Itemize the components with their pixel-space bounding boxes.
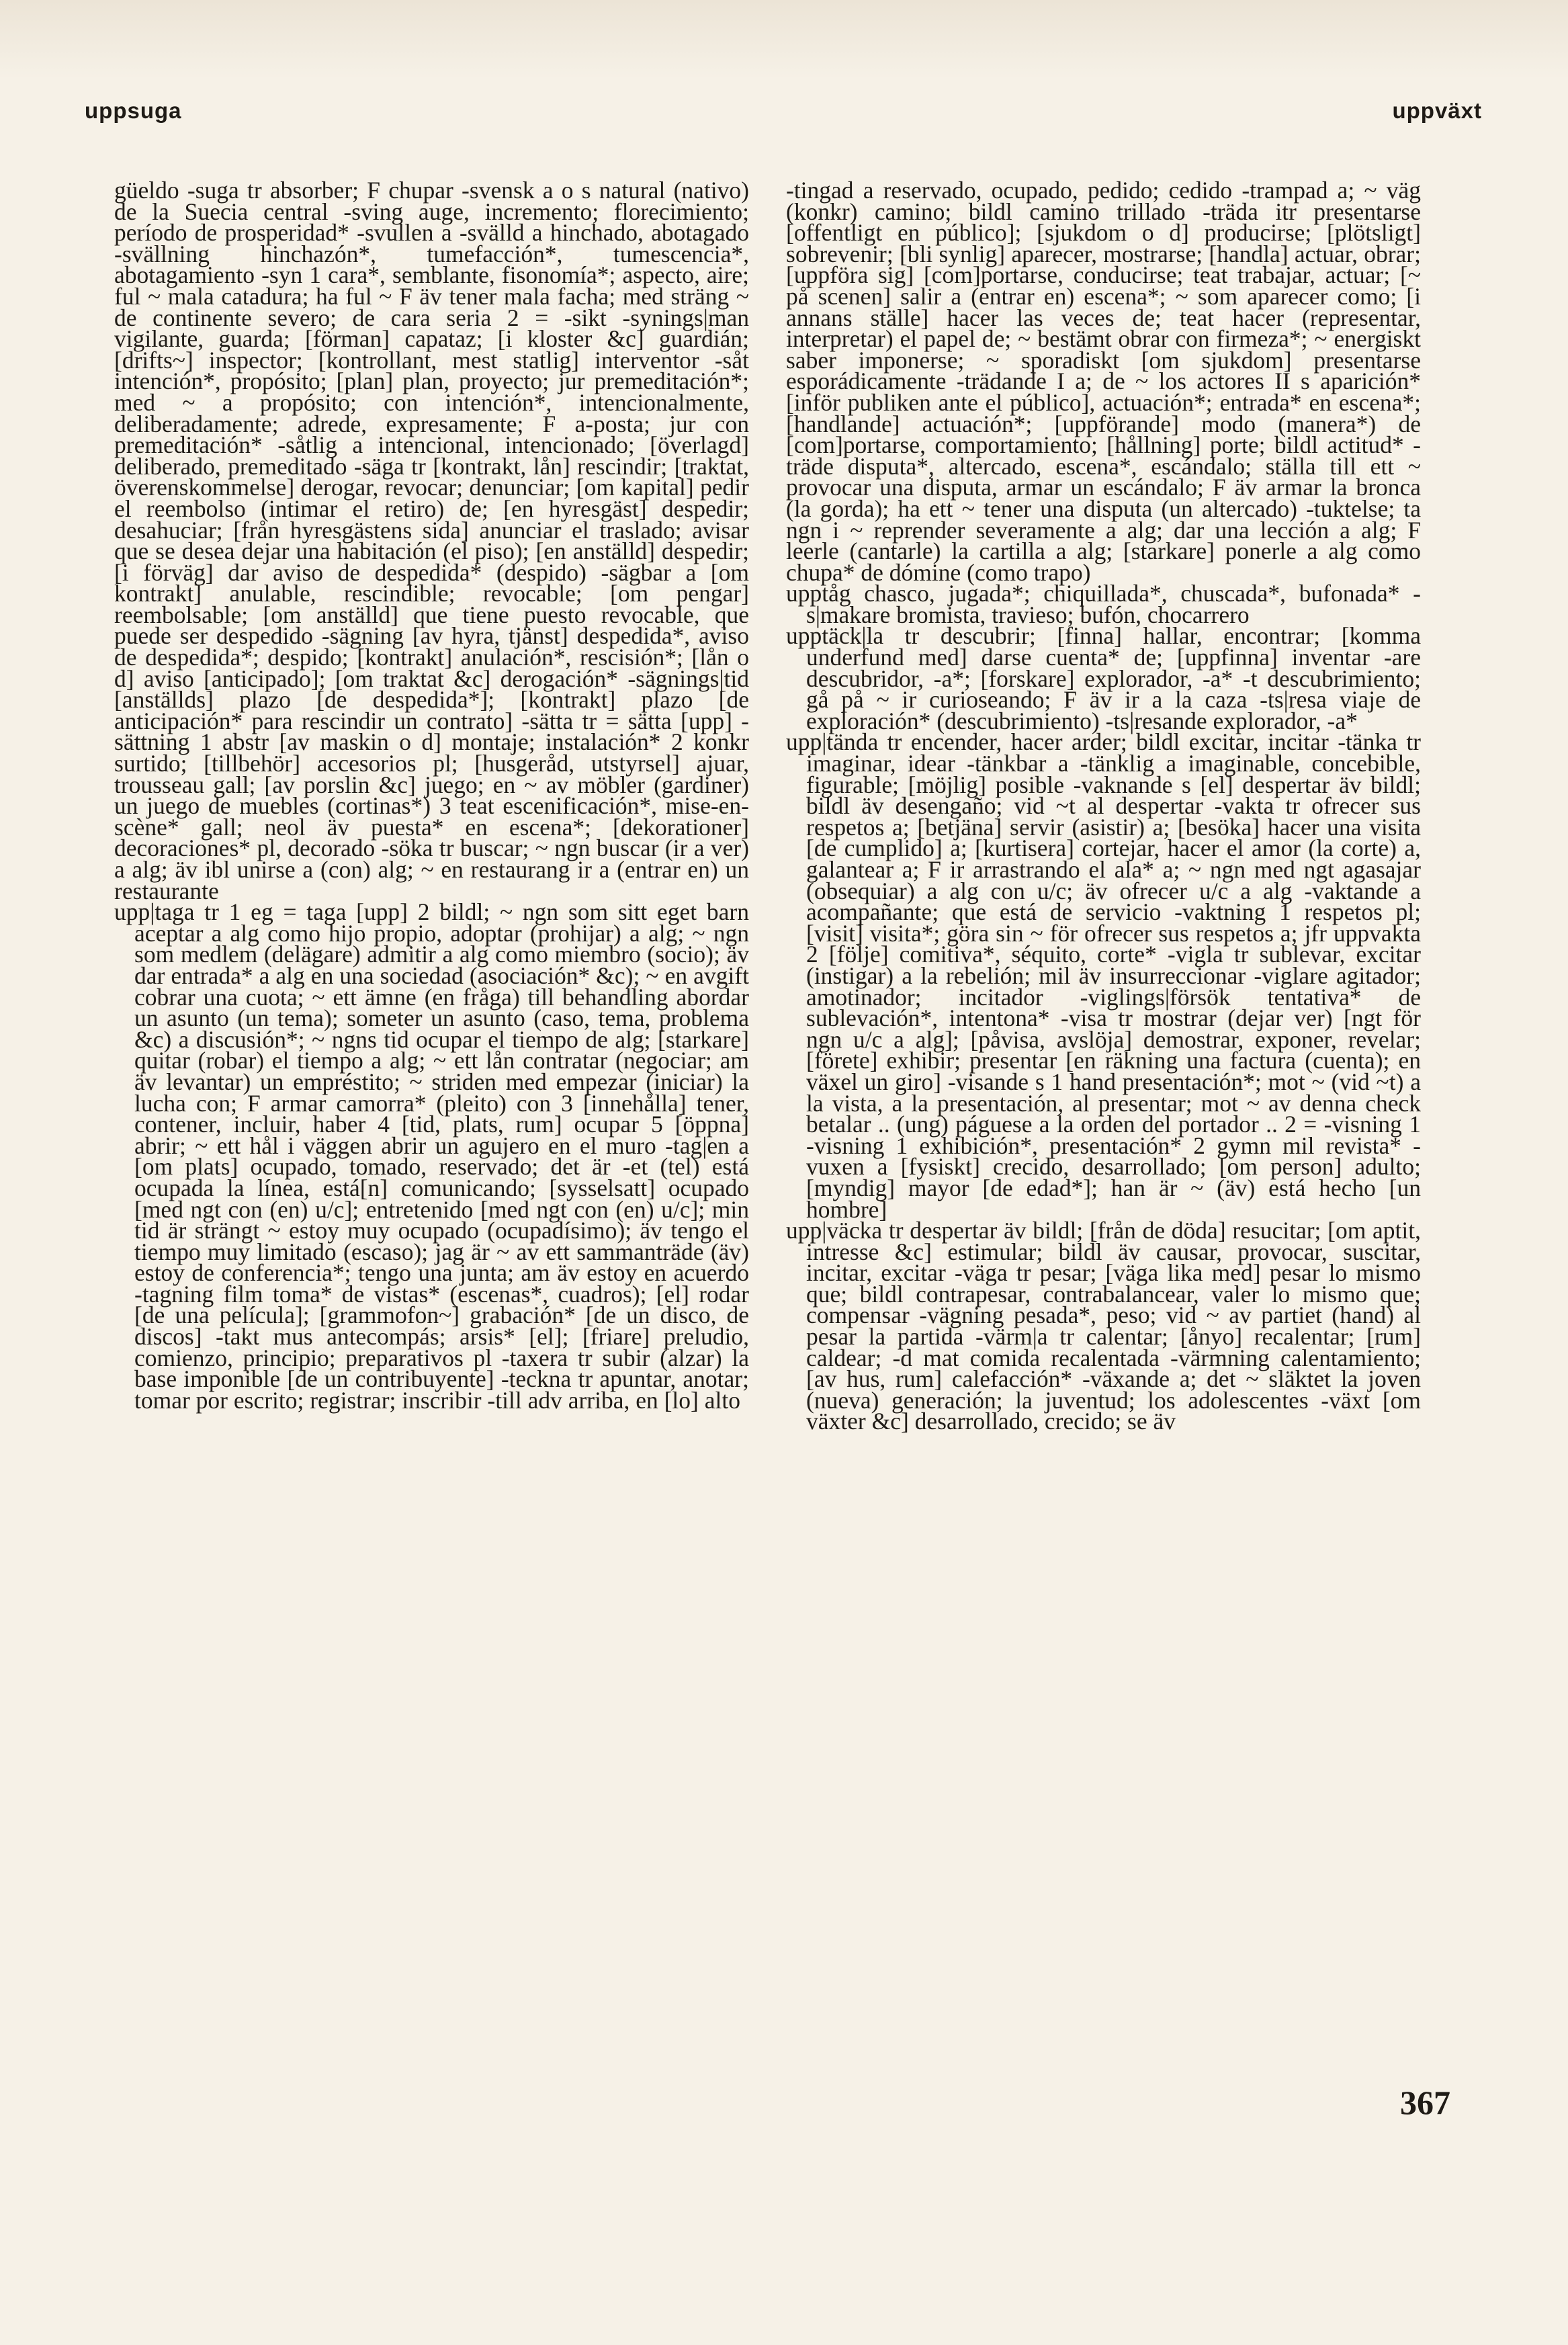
dictionary-entry: upp|tända tr encender, hacer arder; bildl excitar, incitar -tänka tr imaginar, idear -tänkbar a -tänklig a imaginable, concebible, figurable; [möjlig] posible -vaknande s [el] despertar äv bildl; bildl äv desengaño; vid ~t al despertar -vakta tr ofrecer sus respetos a; [betjäna] servir (asistir) a; [besöka] hacer una visita [de cumplido] a; [kurtisera] cortejar, hacer el amor (la corte) a, galantear a; F ir arrastrando el ala* a; ~ ngn med ngt agasajar (obsequiar) a alg con u/c; äv ofrecer u/c a alg -vaktande a acompañante; que está de servicio -vaktning 1 respetos pl; [visit] visita*; göra sin ~ för ofrecer sus respetos a; jfr uppvakta 2 [följe] comitiva*, séquito, corte* -vigla tr sublevar, excitar (instigar) a la rebelión; mil äv insurreccionar -viglare agitador; amotinador; incitador -viglings|försök tentativa* de sublevación*, intentona* -visa tr mostrar (dejar ver) [ngt för ngn u/c a alg]; [påvisa, avslöja] demostrar, exponer, revelar; [förete] exhibir; presentar [en räkning una factura (cuenta); en växel un giro] -visande s 1 hand presentación*; mot ~ (vid ~t) a la vista, a la presentación, al presentar; mot ~ av denna check betalar .. (ung) páguese a la orden del portador .. 2 = -visning 1 -visning 1 exhibición*, presentación* 2 gymn mil revista* -vuxen a [fysiskt] crecido, desarrollado; [om person] adulto; [myndig] mayor [de edad*]; han är ~ (äv) está hecho [un hombre] [786, 728, 1421, 1223]
dictionary-entry: upp|väcka tr despertar äv bildl; [från de döda] resucitar; [om aptit, intresse &c] estimular; bildl äv causar, provocar, suscitar, incitar, excitar -väga tr pesar; [väga lika med] pesar lo mismo que; bildl contrapesar, contrabalancear, valer lo mismo que; compensar -vägning pesada*, peso; vid ~ av partiet (hand) al pesar la partida -värm|a tr calentar; [ånyo] recalentar; [rum] caldear; -d mat comida recalentada -värmning calentamiento; [av hus, rum] calefacción* -växande a; det ~ släktet la joven (nueva) generación; la juventud; los adolescentes -växt [om växter &c] desarrollado, crecido; se äv [786, 1217, 1421, 1435]
dictionary-entry: -tingad a reservado, ocupado, pedido; cedido -trampad a; ~ väg (konkr) camino; bildl camino trillado -träda itr presentarse [offentligt en público]; [sjukdom o d] producirse; [plötsligt] sobrevenir; [bli synlig] aparecer, mostrarse; [handla] actuar, obrar; [uppföra sig] [com]portarse, conducirse; teat trabajar, actuar; [~ på scenen] salir a (entrar en) escena*; ~ som aparecer como; [i annans ställe] hacer las veces de; teat hacer (representar, interpretar) el papel de; ~ bestämt obrar con firmeza*; ~ energiskt saber imponerse; ~ sporadiskt [om sjukdom] presentarse esporádicamente -trädande I a; de ~ los actores II s aparición* [inför publiken ante el público], actuación*; entrada* en escena*; [handlande] actuación*; [uppförande] modo (manera*) de [com]portarse, comportamiento; [hållning] porte; bildl actitud* -träde disputa*, altercado, escena*, escándalo; ställa till ett ~ provocar una disputa, armar un escándalo; F äv armar la bronca (la gorda); ha ett ~ tener una disputa (un altercado) -tuktelse; ta ngn i ~ reprender severamente a alg; dar una lección a alg; F leerle (cantarle) la cartilla a alg; [starkare] ponerle a alg como chupa* de dómine (como trapo) [786, 177, 1421, 586]
dictionary-entry: upptäck|la tr descubrir; [finna] hallar, encontrar; [komma underfund med] darse cuenta* de; [uppfinna] inventar -are descubridor, -a*; [forskare] explorador, -a* -t descubrimiento; gå på ~ ir curioseando; F äv ir a la caza -ts|resa viaje de exploración* (descubrimiento) -ts|resande explorador, -a* [786, 622, 1421, 734]
dictionary-entry: upptåg chasco, jugada*; chiquillada*, chuscada*, bufonada* -s|makare bromista, travieso; bufón, chocarrero [786, 580, 1421, 628]
right-column [786, 177, 1421, 1435]
guide-word-right: uppväxt [1392, 98, 1482, 123]
page-top-band [0, 0, 1568, 79]
dictionary-entry: upp|taga tr 1 eg = taga [upp] 2 bildl; ~ ngn som sitt eget barn aceptar a alg como hijo propio, adoptar (prohijar) a alg; ~ ngn som medlem (delägare) admitir a alg como miembro (socio); äv dar entrada* a alg en una sociedad (asociación* &c); ~ en avgift cobrar una cuota; ~ ett ämne (en fråga) till behandling abordar un asunto (un tema); someter un asunto (caso, tema, problema &c) a discusión*; ~ ngns tid ocupar el tiempo de alg; [starkare] quitar (robar) el tiempo a alg; ~ ett lån contratar (negociar; am äv levantar) un empréstito; ~ striden med empezar (iniciar) la lucha con; F armar camorra* (pleito) con 3 [innehålla] tener, contener, incluir, haber 4 [tid, plats, rum] ocupar 5 [öppna] abrir; ~ ett hål i väggen abrir un agujero en el muro -tag|en a [om plats] ocupado, tomado, reservado; det är -et (tel) está ocupada la línea, está[n] comunicando; [sysselsatt] ocupado [med ngt con (en) u/c]; entretenido [med ngt con (en) u/c]; min tid är strängt ~ estoy muy ocupado (ocupadísimo); äv tengo el tiempo muy limitado (escaso); jag är ~ av ett sammanträde (äv) estoy de conferencia*; tengo una junta; am äv estoy en acuerdo -tagning film toma* de vistas* (escenas*, cuadros); [el] rodar [de una película]; [grammofon~] grabación* [de un disco, de discos] -takt mus antecompás; arsis* [el]; [friare] preludio, comienzo, principio; preparativos pl -taxera tr subir (alzar) la base imponible [de un contribuyente] -teckna tr apuntar, anotar; tomar por escrito; registrar; inscribir -till adv arriba, en [lo] alto [114, 898, 749, 1414]
guide-word-left: uppsuga [85, 98, 182, 123]
left-column [114, 177, 749, 1414]
dictionary-entry: güeldo -suga tr absorber; F chupar -svensk a o s natural (nativo) de la Suecia central -sving auge, incremento; florecimiento; período de prosperidad* -svullen a -svälld a hinchado, abotagado -svällning hinchazón*, tumefacción*, tumescencia*, abotagamiento -syn 1 cara*, semblante, fisonomía*; aspecto, aire; ful ~ mala catadura; ha ful ~ F äv tener mala facha; med sträng ~ de continente severo; de cara seria 2 = -sikt -synings|man vigilante, guarda; [förman] capataz; [i kloster &c] guardián; [drifts~] inspector; [kontrollant, mest statlig] interventor -såt intención*, propósito; [plan] plan, proyecto; jur premeditación*; med ~ a propósito; con intención*, intencionalmente, deliberadamente; adrede, expresamente; F a-posta; jur con premeditación* -såtlig a intencional, intencionado; [överlagd] deliberado, premeditado -säga tr [kontrakt, lån] rescindir; [traktat, överenskommelse] derogar, revocar; denunciar; [om kapital] pedir el reembolso (intimar el retiro) de; [en hyresgäst] despedir; desahuciar; [från hyresgästens sida] anunciar el traslado; avisar que se desea dejar una habitación (el piso); [en anställd] despedir; [i förväg] dar aviso de despedida* (despido) -sägbar a [om kontrakt] anulable, rescindible; revocable; [om pengar] reembolsable; [om anställd] que tiene puesto revocable, que puede ser despedido -sägning [av hyra, tjänst] despedida*, aviso de despedida*; despido; [kontrakt] anulación*, rescisión*; [lån o d] aviso [anticipado]; [om traktat &c] derogación* -sägnings|tid [anställds] plazo [de despedida*]; [kontrakt] plazo [de anticipación* para rescindir un contrato] -sätta tr = sätta [upp] -sättning 1 abstr [av maskin o d] montaje; instalación* 2 konkr surtido; [tillbehör] accesorios pl; [husgeråd, utstyrsel] ajuar, trousseau gall; [av porslin &c] juego; en ~ av möbler (gardiner) un juego de muebles (cortinas*) 3 teat escenificación*, mise-en-scène* gall; neol äv puesta* en escena*; [dekorationer] decoraciones* pl, decorado -söka tr buscar; ~ ngn buscar (ir a ver) a alg; äv ibl unirse a (con) alg; ~ en restaurang ir a (entrar en) un restaurante [114, 177, 749, 904]
page-number: 367 [1400, 2084, 1450, 2121]
